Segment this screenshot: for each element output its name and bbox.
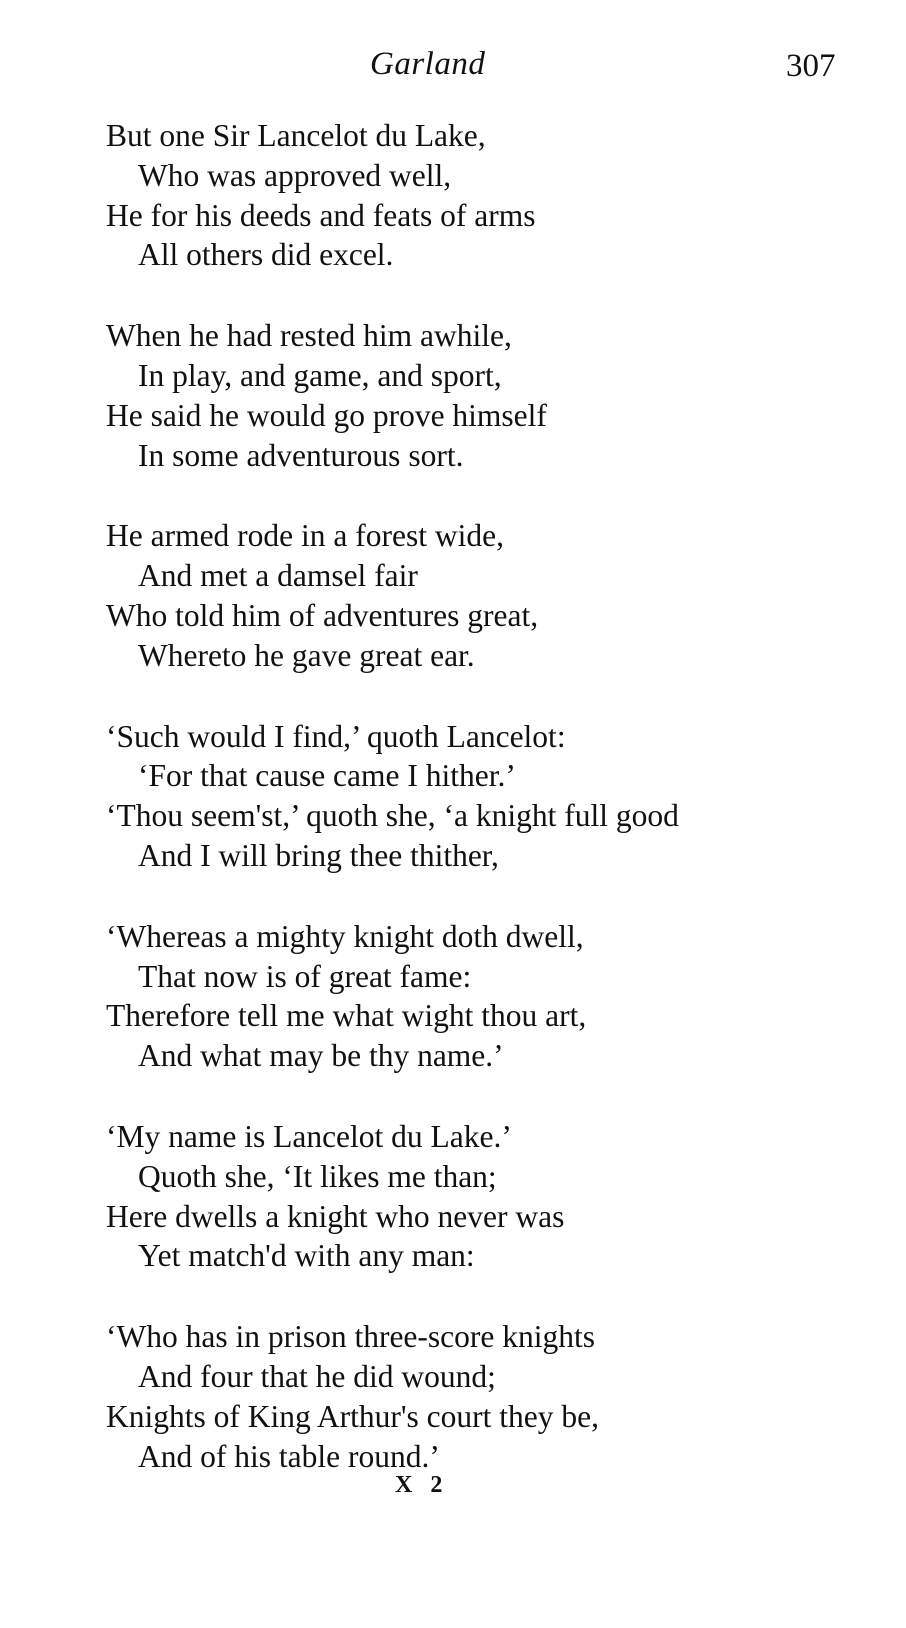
verse-line: In some adventurous sort. — [138, 437, 464, 473]
verse-line: Therefore tell me what wight thou art, — [106, 998, 587, 1034]
signature-mark: X 2 — [395, 1472, 449, 1498]
verse-line: He said he would go prove himself — [106, 397, 547, 433]
verse-line: ‘Thou seem'st,’ quoth she, ‘a knight full good — [106, 798, 679, 834]
verse-line: He armed rode in a forest wide, — [106, 518, 504, 554]
stanza — [106, 516, 886, 675]
verse-line: Who told him of adventures great, — [106, 597, 539, 633]
page-number: 307 — [786, 48, 836, 84]
running-title: Garland — [370, 46, 486, 82]
verse-line: Here dwells a knight who never was — [106, 1198, 565, 1234]
verse-line: Whereto he gave great ear. — [138, 637, 475, 673]
verse-line: Quoth she, ‘It likes me than; — [138, 1158, 497, 1194]
stanza — [106, 1117, 886, 1276]
poem-body — [106, 116, 886, 1517]
stanza — [106, 917, 886, 1076]
verse-line: In play, and game, and sport, — [138, 357, 502, 393]
stanza — [106, 316, 886, 475]
stanza — [106, 116, 886, 275]
verse-line: ‘Whereas a mighty knight doth dwell, — [106, 918, 584, 954]
verse-line: When he had rested him awhile, — [106, 318, 512, 354]
verse-line: ‘For that cause came I hither.’ — [138, 758, 516, 794]
stanza — [106, 1317, 886, 1476]
page-header — [0, 44, 906, 94]
verse-line: Who was approved well, — [138, 157, 452, 193]
verse-line: He for his deeds and feats of arms — [106, 197, 536, 233]
verse-line: ‘My name is Lancelot du Lake.’ — [106, 1118, 512, 1154]
verse-line: And of his table round.’ — [138, 1438, 440, 1474]
verse-line: But one Sir Lancelot du Lake, — [106, 118, 486, 153]
verse-line: ‘Such would I find,’ quoth Lancelot: — [106, 718, 566, 754]
verse-line: That now is of great fame: — [138, 958, 472, 994]
verse-line: And I will bring thee thither, — [138, 837, 499, 873]
verse-line: And what may be thy name.’ — [138, 1038, 504, 1074]
verse-line: And four that he did wound; — [138, 1358, 496, 1394]
verse-line: And met a damsel fair — [138, 558, 418, 594]
verse-line: ‘Who has in prison three-score knights — [106, 1319, 596, 1355]
verse-line: All others did excel. — [138, 237, 394, 273]
verse-line: Knights of King Arthur's court they be, — [106, 1398, 599, 1434]
verse-line: Yet match'd with any man: — [138, 1238, 475, 1274]
stanza — [106, 717, 886, 876]
